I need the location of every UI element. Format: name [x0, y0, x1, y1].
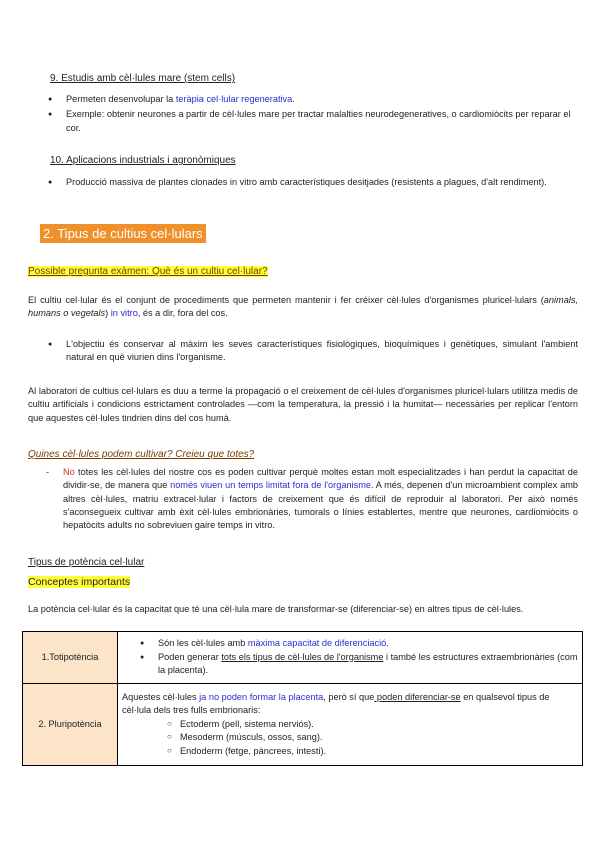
pluripotency-content — [118, 684, 583, 766]
list-item: ● Permeten desenvolupar la teràpia cel·lular regenerativa. — [48, 93, 578, 106]
totipotency-label: 1.Totipotència — [23, 632, 118, 684]
list-item: ○ Ectoderm (pell, sistema nerviós). — [122, 718, 578, 731]
dash-marker: - — [46, 467, 50, 477]
cultivable-cells-answer: No totes les cèl·lules del nostre cos es poden cultivar perquè moltes estan molt especialitzades i han perdut la capacitat de dividir-se, de manera que només viuen un temps limitat fora de l'organisme. A més, depenen d'un microambient complex amb altres cèl·lules, matriu extracel·lular i factors de creixement que és difícil de reproduir al laboratori. Per això només s'aconsegueix cultivar amb èxit cèl·lules embrionàries, tumorals o línies establertes, mentre que neurones, cardiomiòcits o hepatòcits adults no sobreviuen gaire temps in vitro. — [63, 467, 578, 531]
section-10-heading: 10. Aplicacions industrials i agronòmiques — [50, 155, 236, 166]
section-9-list — [48, 93, 578, 135]
list-item: ● Poden generar tots els tipus de cèl·lules de l'organisme i també les estructures extraembrionàries (com la placenta). — [140, 651, 578, 678]
list-item: ● L'objectiu és conservar al màxim les seves característiques fisiològiques, bioquímiques i genètiques, simulant l'ambient natural en què viurien dins l'organisme. — [48, 338, 578, 365]
regenerative-therapy-text: teràpia cel·lular regenerativa. — [175, 94, 295, 104]
potency-definition: La potència cel·lular és la capacitat que té una cèl·lula mare de transformar-se (diferenciar-se) en altres tipus de cèl·lules. — [28, 604, 524, 614]
list-item: ● Són les cèl·lules amb màxima capacitat de diferenciació. — [140, 637, 578, 650]
lab-paragraph: Al laboratori de cultius cel·lulars es duu a terme la propagació o el creixement de cèl·lules d'organismes pluricel·lulars utilitza medis de cultiu artificials i condicions estrictament controlades —com la temperatura, la pressió i la humitat— necessàries per replicar l'entorn que aquestes cèl·lules tindrien dins del cos humà. — [28, 386, 578, 423]
table-row — [23, 684, 583, 766]
pluripotency-text: Aquestes cèl·lules ja no poden formar la placenta, però sí que poden diferenciar-se en qualsevol tipus de cèl·lula dels tres fulls embrionaris: — [122, 692, 550, 716]
section-9-heading: 9. Estudis amb cèl·lules mare (stem cells) — [50, 73, 236, 84]
list-item: ○ Endoderm (fetge, pàncrees, intesti). — [122, 745, 578, 758]
exam-question: Possible pregunta exàmen: Què és un cultiu cel·lular? — [28, 266, 268, 277]
list-item: ○ Mesoderm (músculs, ossos, sang). — [122, 731, 578, 744]
germ-layers-list — [122, 718, 578, 758]
potency-heading: Tipus de potència cel·lular — [28, 557, 145, 568]
cultivable-cells-question: Quines cèl·lules podem cultivar? Creieu que totes? — [28, 449, 255, 460]
list-item: ● Producció massiva de plantes clonades in vitro amb característiques desitjades (resistents a plagues, d'alt rendiment). — [48, 176, 578, 189]
potency-table — [22, 631, 583, 766]
list-item: ● Exemple: obtenir neurones a partir de cèl·lules mare per tractar malalties neurodegeneratives, o cardiomiòcits per reparar el cor. — [48, 108, 578, 135]
objective-list — [48, 338, 578, 365]
totipotency-list — [122, 637, 578, 677]
section-10-list — [48, 176, 578, 189]
totipotency-content — [118, 632, 583, 684]
definition-paragraph: El cultiu cel·lular és el conjunt de procediments que permeten mantenir i fer créixer cèl·lules d'organismes pluricel·lulars (animals, humans o vegetals) in vitro, és a dir, fora del cos. — [28, 295, 578, 319]
important-concepts: Conceptes importants — [28, 576, 131, 588]
pluripotency-label: 2. Pluripotència — [23, 684, 118, 766]
table-row — [23, 632, 583, 684]
section-2-title: 2. Tipus de cultius cel·lulars — [40, 225, 206, 244]
